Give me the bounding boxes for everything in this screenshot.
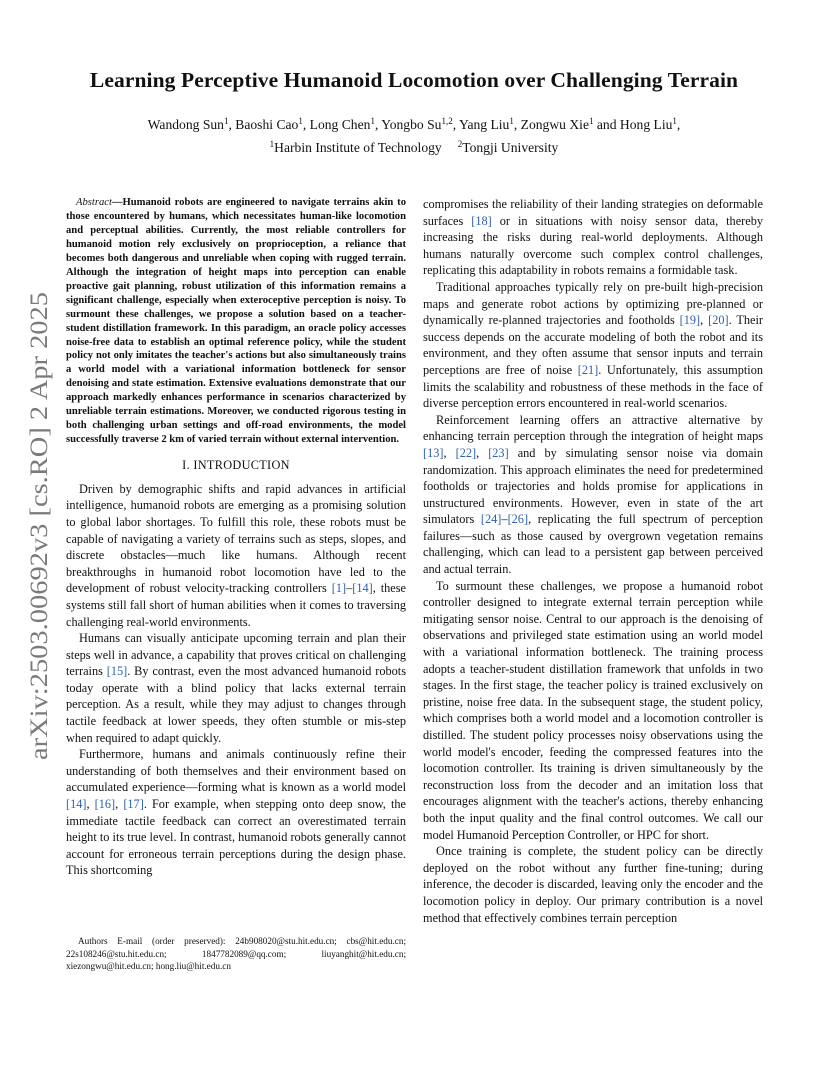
affiliation-name: Tongji University [462,140,559,155]
text-run: – [501,512,508,527]
arxiv-stamp-text: arXiv:2503.00692v3 [cs.RO] 2 Apr 2025 [26,348,53,760]
author-name: Baoshi Cao [235,117,299,132]
text-run: , replicating the full spectrum of perception failures—such as those caused by overgrown vegetation remains challenging, which can lead to a persistent gap between perceived and actual terrain. [423,512,763,577]
affiliation-marker: 1,2 [441,116,453,126]
affiliation-marker: 1 [298,116,303,126]
paragraph [423,578,763,844]
introduction-body-right [423,196,763,926]
author-name: Wandong Sun [147,117,224,132]
citation-link[interactable]: [19] [679,313,701,328]
citation-link[interactable]: [22] [455,445,477,460]
author-list [0,118,828,132]
citation-link[interactable]: [1] [331,581,347,596]
author-email-footnote: Authors E-mail (order preserved): 24b908020@stu.hit.edu.cn; cbs@hit.edu.cn; 22s108246@stu.hit.edu.cn; 1847782089@qq.com; liuyanghit@hit.edu.cn; xiezongwu@hit.edu.cn; hong.liu@hit.edu.cn [66,936,406,972]
affiliation-marker: 1 [588,116,594,126]
text-run: , [700,313,709,328]
affiliation-list [0,141,828,155]
citation-link[interactable]: [15] [106,664,128,679]
author-name: Yang Liu [458,117,510,132]
text-run: . Their success depends on the accurate modeling of both the robot and its environment, and they often assume that sensor inputs and terrain perceptions are free of noise [423,313,763,377]
author-separator: and [593,117,620,132]
affiliation-name: Harbin Institute of Technology [274,140,442,155]
text-run: , [443,445,456,460]
section-heading-introduction: I. INTRODUCTION [182,458,290,473]
text-run: and by simulating sensor noise via domain randomization. This approach eliminates the need for predetermined footholds or trajectories and holds promise for applications in unstructured environments. However, even in state of the art simulators [423,445,764,527]
affiliation-marker: 1 [370,116,375,126]
right-column [423,196,763,926]
text-run: Driven by demographic shifts and rapid advances in artificial intelligence, humanoid robots are emerging as a promising solution to global labor shortages. To fulfill this role, these robots must be capable of navigating a variety of terrains such as steps, slopes, and discrete obstacles—much like humans. Although recent breakthroughs in humanoid robot locomotion have led to the development of robust velocity-tracking controllers [66,481,406,596]
citation-link[interactable]: [21] [577,362,599,377]
affiliation-marker: 1 [509,116,514,126]
text-run: . Unfortunately, this assumption limits the scalability and robustness of these methods in the face of diverse perception errors encountered in real-world scenarios. [423,362,763,411]
text-run: . By contrast, even the most advanced humanoid robots today operate with a blind policy that lacks external terrain perception. As a result, while they may adjust to changes through tactile feedback at lower speeds, they often stumble or mis-step when required to adapt quickly. [66,664,406,745]
author-name: Long Chen [309,117,371,132]
abstract-text: —Humanoid robots are engineered to navigate terrains akin to those encountered by humans, which necessitates human-like locomotion and perceptual abilities. Currently, the most reliable controllers for humanoid motion rely exclusively on proprioception, a reliance that becomes both dangerous and unreliable when coping with rugged terrain. Although the integration of height maps into perception can enable proactive gait planning, robust utilization of this information remains a significant challenge, especially when exteroceptive perception is noisy. To surmount these challenges, we propose a solution based on a teacher-student distillation framework. In this paradigm, an oracle policy accesses noise-free data to establish an optimal reference policy, while the student policy not only imitates the teacher's actions but also simultaneously trains a world model with a variational information bottleneck for sensor denoising and state estimation. Extensive evaluations demonstrate that our approach markedly enhances performance in scenarios characterized by unreliable terrain estimations. Moreover, we conducted rigorous testing in both challenging urban settings and off-road environments, the model successfully traverse 2 km of varied terrain without external intervention. [66,197,406,446]
affiliation [270,141,442,155]
text-run: Traditional approaches typically rely on pre-built high-precision maps and generate robot actions by optimizing pre-planned or dynamically re-planned trajectories and footholds [423,279,763,328]
introduction-body-left [66,481,406,879]
paragraph [66,630,406,746]
abstract-label: Abstract [76,197,112,208]
author-name: Yongbo Su [381,117,442,132]
citation-link[interactable]: [24] [480,512,502,527]
author-name: Zongwu Xie [520,117,589,132]
affiliation-marker: 2 [457,139,463,149]
paragraph [423,196,763,279]
text-run: Furthermore, humans and animals continuously refine their understanding of both themselves and their environment based on accumulated experience—forming what is known as a world model [66,747,406,795]
arxiv-identifier-stamp [22,290,56,760]
text-run: . For example, when stepping onto deep snow, the immediate tactile feedback can correct an overestimated terrain height to its true level. In contrast, humanoid robots generally cannot account for erroneous terrain perceptions during the design phase. This shortcoming [66,797,406,878]
text-run: or in situations with noisy sensor data, thereby increasing the risks during real-world deployments. Although humans naturally overcome such complex control challenges, replicating this adaptability in robots remains a formidable task. [423,213,764,278]
paragraph [66,481,406,630]
author-separator: , [228,117,236,132]
text-run: To surmount these challenges, we propose a humanoid robot controller designed to integrate external terrain perception while mitigating sensor noise. Central to our approach is the denoising of observations and privileged state estimation using an world model with a variational information bottleneck. The training process adopts a teacher-student distillation framework that unfolds in two stages. In the first stage, the teacher policy is trained exclusively on pristine, noise free data. In the subsequent stage, the student policy, which comprises both a world model and a locomotion controller is distilled. The student policy processes noisy observations using the world model's encoder, feeding the compressed features into the locomotion controller. Its training is driven simultaneously by the reconstruction loss from the decoder and an imitation loss that encourages alignment with the teacher's actions, thereby enhancing both the input quality and the final control outcomes. We call our model Humanoid Perception Controller, or HPC for short. [423,578,763,842]
citation-link[interactable]: [14] [352,581,373,596]
author-separator: , [452,117,459,132]
affiliation-marker: 1 [223,116,229,126]
citation-link[interactable]: [17] [123,797,144,812]
affiliation [458,141,559,155]
author-separator: , [676,117,681,132]
citation-link[interactable]: [14] [66,797,87,812]
author-separator: , [302,117,310,132]
text-run: compromises the reliability of their landing strategies on deformable surfaces [423,197,763,228]
author-name: Hong Liu [619,117,673,132]
paper-title: Learning Perceptive Humanoid Locomotion over Challenging Terrain [89,68,739,92]
affiliation-marker: 1 [672,116,677,126]
text-run: Humans can visually anticipate upcoming terrain and plan their steps well in advance, a capability that proves critical on challenging terrains [66,631,406,679]
paragraph [66,746,406,879]
left-column [66,196,406,879]
citation-link[interactable]: [23] [488,445,509,460]
text-run: , [476,445,489,460]
paragraph [423,412,763,578]
text-run: , [86,797,95,812]
affiliation-marker: 1 [269,139,275,149]
citation-link[interactable]: [18] [471,213,492,228]
text-run: – [346,581,353,596]
citation-link[interactable]: [26] [507,512,529,527]
abstract [66,196,406,447]
paragraph [423,843,763,926]
text-run: Reinforcement learning offers an attractive alternative by enhancing terrain perception through the integration of height maps [423,412,763,444]
text-run: Once training is complete, the student policy can be directly deployed on the robot without any further fine-tuning; during inference, the decoder is discarded, leaving only the encoder and the locomotion policy in deploy. Our primary contribution is a novel method that effectively combines terrain perception [423,844,763,925]
citation-link[interactable]: [20] [708,313,729,328]
author-separator: , [513,117,521,132]
paragraph [423,279,763,412]
citation-link[interactable]: [13] [423,445,444,460]
author-separator: , [374,117,382,132]
text-run: , [115,797,124,812]
text-run: , these systems still fall short of human abilities when it comes to traversing challenging real-world environments. [66,581,407,629]
citation-link[interactable]: [16] [94,797,116,812]
